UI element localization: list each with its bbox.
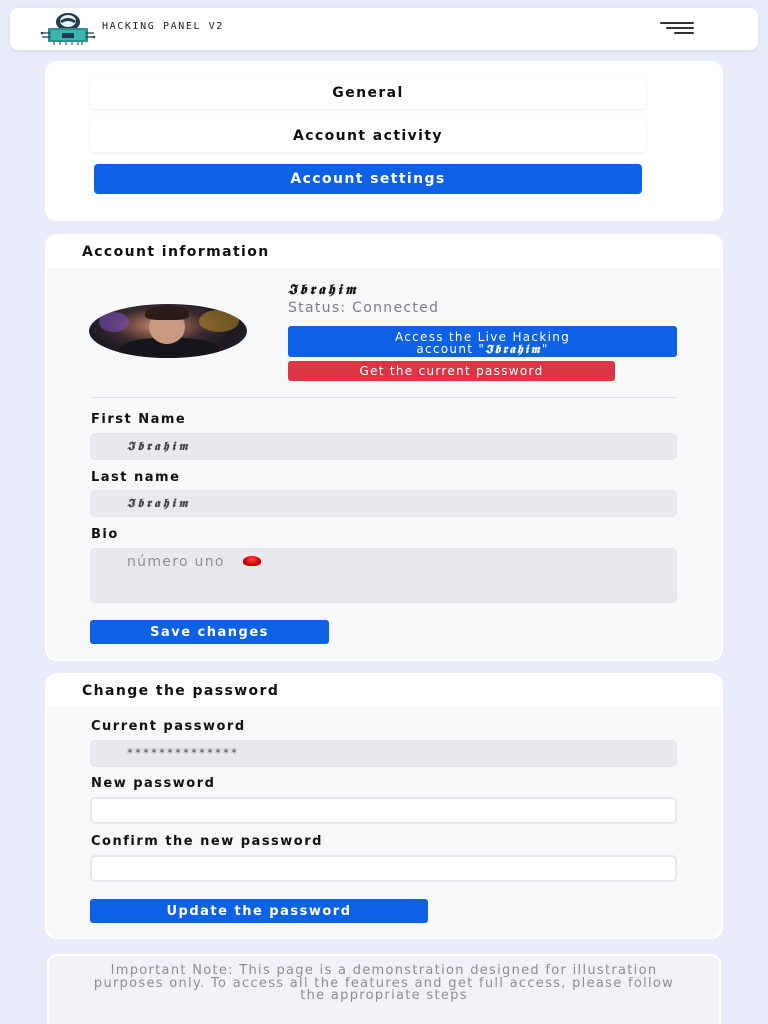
- update-password-button[interactable]: Update the password: [90, 899, 428, 923]
- new-password-label: New password: [91, 776, 216, 791]
- first-name-field[interactable]: 𝕴𝖇𝖗𝖆𝖍𝖎𝖒: [90, 433, 677, 460]
- divider: [90, 397, 677, 398]
- change-password-heading: Change the password: [47, 675, 721, 707]
- tab-general[interactable]: General: [90, 77, 646, 109]
- account-information-heading: Account information: [47, 236, 721, 268]
- important-note: Important Note: This page is a demonstration designed for illustration purposes only. To access all the features and get full access, please follow the appropriate steps: [47, 954, 721, 1024]
- account-information-card: [47, 236, 721, 659]
- last-name-field[interactable]: 𝕴𝖇𝖗𝖆𝖍𝖎𝖒: [90, 490, 677, 517]
- avatar: [89, 304, 247, 358]
- settings-tabs-card: [47, 63, 721, 219]
- get-current-password-button[interactable]: Get the current password: [288, 361, 615, 381]
- tab-account-activity[interactable]: Account activity: [90, 120, 646, 152]
- current-password-field: **************: [90, 740, 677, 767]
- current-password-label: Current password: [91, 719, 246, 734]
- hacker-laptop-logo-icon[interactable]: [40, 12, 96, 46]
- first-name-label: First Name: [91, 412, 187, 427]
- save-changes-button[interactable]: Save changes: [90, 620, 329, 644]
- bio-text: número uno: [127, 554, 225, 570]
- top-navbar: [10, 8, 758, 50]
- connection-status: Status: Connected: [288, 300, 440, 316]
- tab-account-settings[interactable]: Account settings: [94, 164, 642, 194]
- red-heart-emoji-icon: [243, 556, 261, 566]
- new-password-field[interactable]: [90, 797, 677, 824]
- live-button-prefix: account ": [416, 342, 486, 356]
- live-button-account-name: 𝕴𝖇𝖗𝖆𝖍𝖎𝖒: [485, 342, 542, 356]
- access-live-hacking-button[interactable]: [288, 326, 677, 357]
- live-button-line1: Access the Live Hacking: [394, 330, 571, 344]
- confirm-password-field[interactable]: [90, 855, 677, 882]
- user-display-name: 𝕴𝖇𝖗𝖆𝖍𝖎𝖒: [288, 282, 359, 298]
- last-name-label: Last name: [91, 470, 181, 485]
- live-button-suffix: ": [541, 342, 549, 356]
- bio-field[interactable]: [90, 548, 677, 603]
- change-password-card: [47, 675, 721, 937]
- brand-title: HACKING PANEL V2: [102, 21, 224, 32]
- hamburger-menu-icon[interactable]: [660, 22, 694, 36]
- confirm-password-label: Confirm the new password: [91, 834, 323, 849]
- bio-label: Bio: [91, 527, 119, 542]
